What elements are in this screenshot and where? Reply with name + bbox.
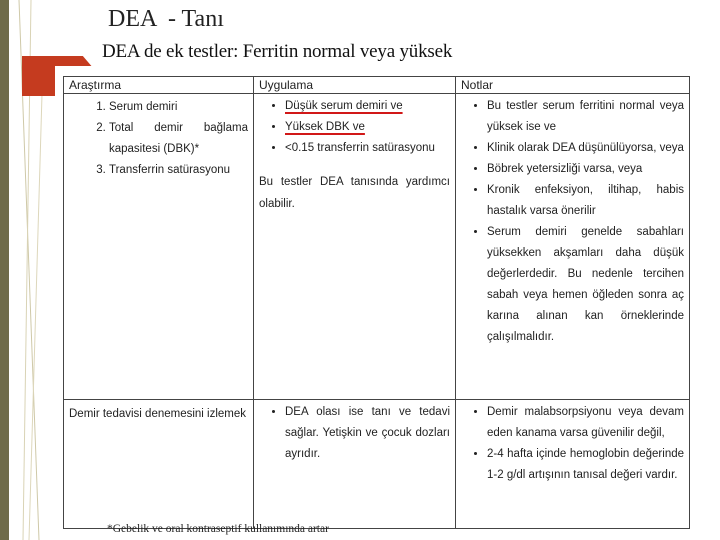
slide-subtitle: DEA de ek testler: Ferritin normal veya yüksek (102, 41, 453, 62)
list-item: • Klinik olarak DEA düşünülüyorsa, veya (487, 138, 684, 159)
list-item: • <0.15 transferrin satürasyonu (285, 138, 450, 159)
list-item: • Serum demiri genelde sabahları yüksekken akşamları daha düşük değerlerdedir. Bu nedenle tercihen sabah veya hemen öğleden sonra aç karına alınan kan örneklerinde çalışılmalıdır. (487, 222, 684, 348)
uygulama-note: Bu testler DEA tanısında yardımcı olabilir. (259, 176, 450, 210)
table-header-row (64, 77, 690, 94)
notlar-cell (456, 400, 690, 529)
uygulama-cell (254, 94, 456, 400)
arastirma-cell (64, 400, 254, 529)
list-item: • Bu testler serum ferritini normal veya yüksek ise ve (487, 96, 684, 138)
footnote: *Gebelik ve oral kontraseptif kullanımında artar (107, 523, 329, 535)
column-header: Araştırma (64, 77, 254, 94)
list-item: • Düşük serum demiri ve (285, 96, 450, 117)
notes-list (461, 96, 684, 348)
diagnosis-table (63, 76, 690, 529)
left-stripe (0, 0, 9, 540)
list-item: • Yüksek DBK ve (285, 117, 450, 138)
list-item: • Demir malabsorpsiyonu veya devam eden kanama varsa güvenilir değil, (487, 402, 684, 444)
test-list (69, 97, 248, 181)
list-item: 1. Serum demiri (109, 97, 248, 118)
list-item: 3. Transferrin satürasyonu (109, 160, 248, 181)
notes-list (461, 402, 684, 486)
cell-text: Demir tedavisi denemesini izlemek (69, 408, 247, 420)
table-row (64, 400, 690, 529)
column-header: Notlar (456, 77, 690, 94)
list-item: • Kronik enfeksiyon, iltihap, habis hastalık varsa önerilir (487, 180, 684, 222)
criteria-list (259, 96, 450, 159)
table-row (64, 94, 690, 400)
slide-title: DEA - Tanı (108, 6, 224, 32)
list-item: • Böbrek yetersizliği varsa, veya (487, 159, 684, 180)
list-item: 2. Total demir bağlama kapasitesi (DBK)* (109, 118, 248, 160)
document-image (55, 66, 695, 540)
list-item: • 2-4 hafta içinde hemoglobin değerinde 1-2 g/dl artışının tanısal değeri vardır. (487, 444, 684, 486)
list-item: • DEA olası ise tanı ve tedavi sağlar. Yetişkin ve çocuk dozları ayrıdır. (285, 402, 450, 465)
notlar-cell (456, 94, 690, 400)
arastirma-cell (64, 94, 254, 400)
criteria-list (259, 402, 450, 465)
column-header: Uygulama (254, 77, 456, 94)
uygulama-cell (254, 400, 456, 529)
